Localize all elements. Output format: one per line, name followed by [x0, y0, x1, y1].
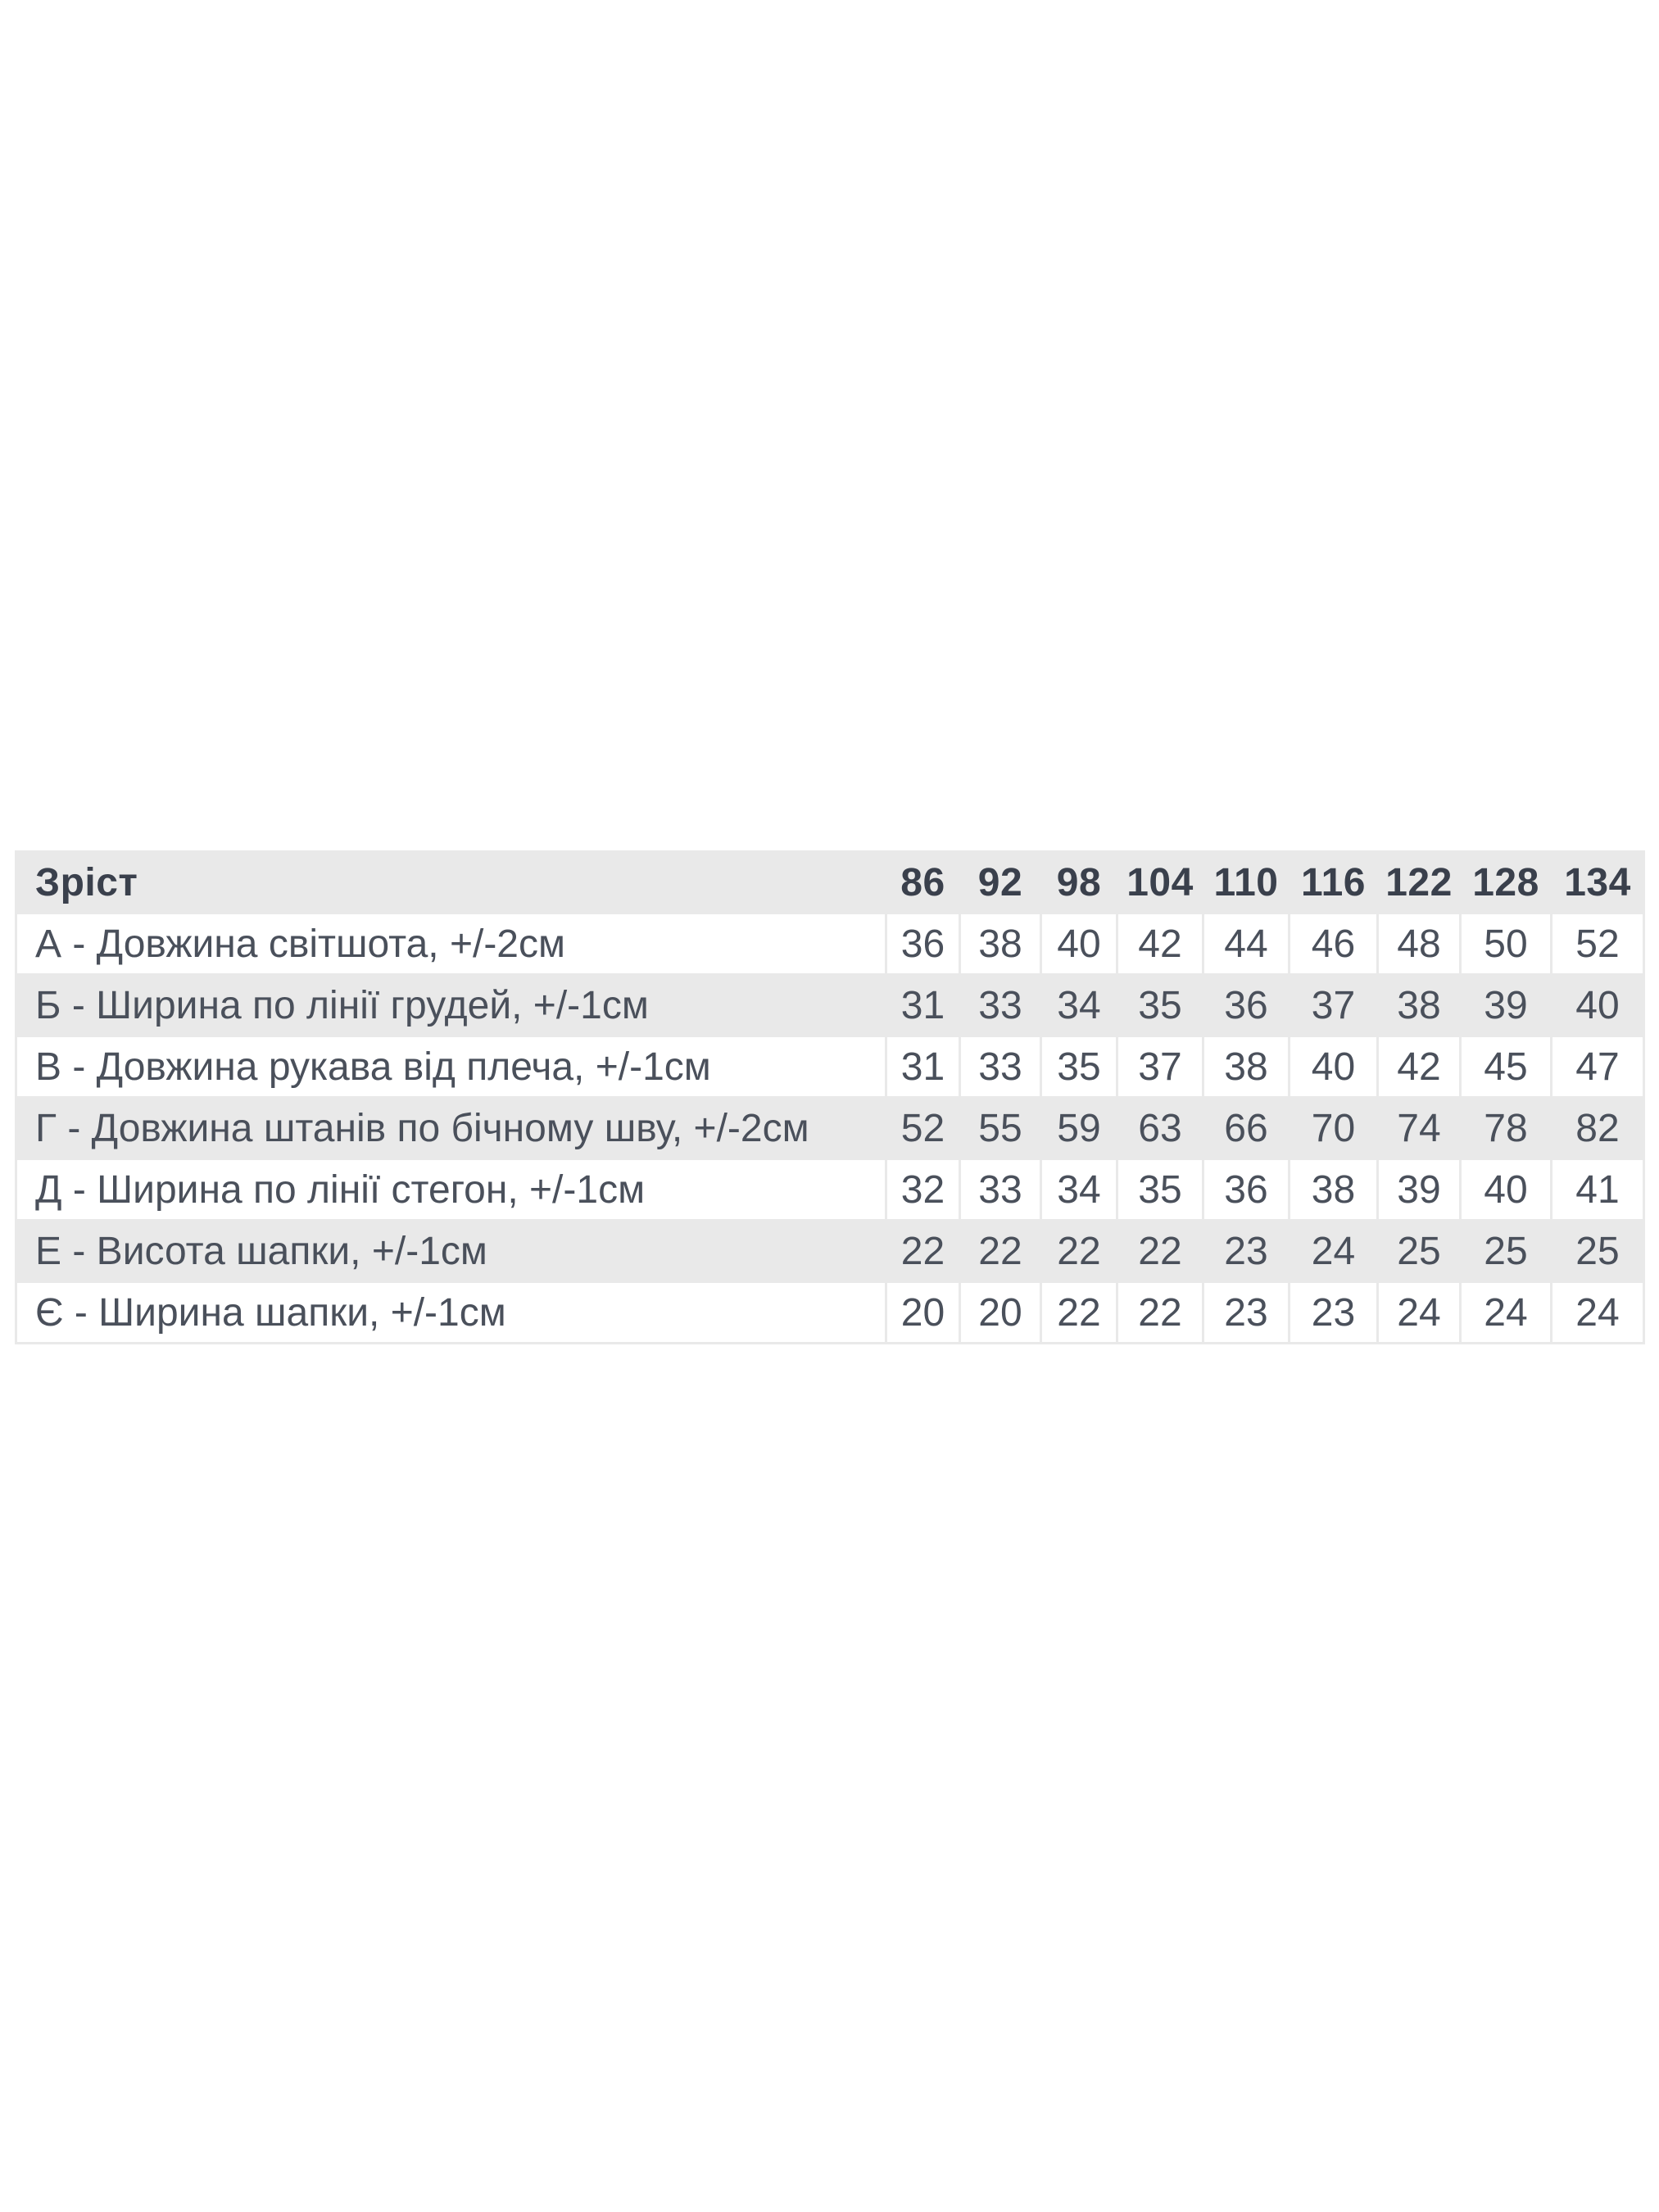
measurement-value: 36: [886, 913, 960, 975]
measurement-value: 23: [1203, 1282, 1290, 1344]
measurement-value: 39: [1378, 1159, 1461, 1221]
size-chart: [15, 850, 1643, 1344]
measurement-value: 44: [1203, 913, 1290, 975]
measurement-value: 52: [886, 1098, 960, 1159]
measurement-value: 22: [886, 1221, 960, 1282]
measurement-value: 31: [886, 1036, 960, 1098]
measurement-value: 37: [1117, 1036, 1203, 1098]
measurement-value: 25: [1378, 1221, 1461, 1282]
measurement-value: 47: [1552, 1036, 1644, 1098]
measurement-value: 40: [1552, 975, 1644, 1036]
measurement-value: 35: [1041, 1036, 1117, 1098]
table-row: [16, 1221, 1644, 1282]
measurement-value: 70: [1290, 1098, 1378, 1159]
measurement-value: 59: [1041, 1098, 1117, 1159]
measurement-value: 42: [1117, 913, 1203, 975]
measurement-label: А - Довжина світшота, +/-2см: [16, 913, 886, 975]
measurement-value: 33: [960, 975, 1041, 1036]
measurement-value: 32: [886, 1159, 960, 1221]
measurement-value: 20: [886, 1282, 960, 1344]
measurement-value: 48: [1378, 913, 1461, 975]
size-column-header: 92: [960, 852, 1041, 913]
measurement-value: 46: [1290, 913, 1378, 975]
measurement-value: 35: [1117, 975, 1203, 1036]
measurement-value: 36: [1203, 975, 1290, 1036]
size-column-header: 134: [1552, 852, 1644, 913]
measurement-value: 63: [1117, 1098, 1203, 1159]
measurement-value: 40: [1041, 913, 1117, 975]
measurement-value: 41: [1552, 1159, 1644, 1221]
size-column-header: 104: [1117, 852, 1203, 913]
measurement-value: 24: [1290, 1221, 1378, 1282]
measurement-value: 33: [960, 1159, 1041, 1221]
size-column-header: 122: [1378, 852, 1461, 913]
size-column-header: 110: [1203, 852, 1290, 913]
size-table: [15, 850, 1645, 1344]
measurement-label: Є - Ширина шапки, +/-1см: [16, 1282, 886, 1344]
table-row: [16, 975, 1644, 1036]
measurement-value: 23: [1290, 1282, 1378, 1344]
measurement-value: 78: [1461, 1098, 1552, 1159]
measurement-value: 22: [1041, 1282, 1117, 1344]
size-column-header: 116: [1290, 852, 1378, 913]
measurement-value: 37: [1290, 975, 1378, 1036]
measurement-value: 35: [1117, 1159, 1203, 1221]
measurement-value: 20: [960, 1282, 1041, 1344]
measurement-value: 24: [1378, 1282, 1461, 1344]
measurement-label: Г - Довжина штанів по бічному шву, +/-2см: [16, 1098, 886, 1159]
size-table-header-label: Зріст: [16, 852, 886, 913]
size-column-header: 98: [1041, 852, 1117, 913]
measurement-value: 31: [886, 975, 960, 1036]
measurement-label: Б - Ширина по лінії грудей, +/-1см: [16, 975, 886, 1036]
measurement-value: 74: [1378, 1098, 1461, 1159]
table-row: [16, 1159, 1644, 1221]
measurement-value: 38: [1290, 1159, 1378, 1221]
measurement-value: 50: [1461, 913, 1552, 975]
measurement-value: 40: [1290, 1036, 1378, 1098]
size-column-header: 128: [1461, 852, 1552, 913]
measurement-value: 34: [1041, 975, 1117, 1036]
measurement-value: 66: [1203, 1098, 1290, 1159]
measurement-value: 38: [1203, 1036, 1290, 1098]
measurement-value: 38: [1378, 975, 1461, 1036]
measurement-label: Д - Ширина по лінії стегон, +/-1см: [16, 1159, 886, 1221]
measurement-value: 39: [1461, 975, 1552, 1036]
measurement-value: 38: [960, 913, 1041, 975]
measurement-value: 22: [1117, 1282, 1203, 1344]
measurement-value: 36: [1203, 1159, 1290, 1221]
measurement-value: 22: [1117, 1221, 1203, 1282]
measurement-value: 22: [1041, 1221, 1117, 1282]
measurement-label: Е - Висота шапки, +/-1см: [16, 1221, 886, 1282]
measurement-value: 82: [1552, 1098, 1644, 1159]
measurement-value: 23: [1203, 1221, 1290, 1282]
measurement-value: 22: [960, 1221, 1041, 1282]
measurement-value: 24: [1461, 1282, 1552, 1344]
measurement-value: 55: [960, 1098, 1041, 1159]
measurement-value: 25: [1552, 1221, 1644, 1282]
size-column-header: 86: [886, 852, 960, 913]
table-row: [16, 1282, 1644, 1344]
measurement-value: 24: [1552, 1282, 1644, 1344]
table-row: [16, 1036, 1644, 1098]
table-row: [16, 1098, 1644, 1159]
measurement-value: 42: [1378, 1036, 1461, 1098]
measurement-value: 45: [1461, 1036, 1552, 1098]
measurement-value: 25: [1461, 1221, 1552, 1282]
size-table-header-row: [16, 852, 1644, 913]
table-row: [16, 913, 1644, 975]
size-table-body: [16, 913, 1644, 1344]
measurement-label: В - Довжина рукава від плеча, +/-1см: [16, 1036, 886, 1098]
measurement-value: 33: [960, 1036, 1041, 1098]
measurement-value: 34: [1041, 1159, 1117, 1221]
measurement-value: 52: [1552, 913, 1644, 975]
measurement-value: 40: [1461, 1159, 1552, 1221]
